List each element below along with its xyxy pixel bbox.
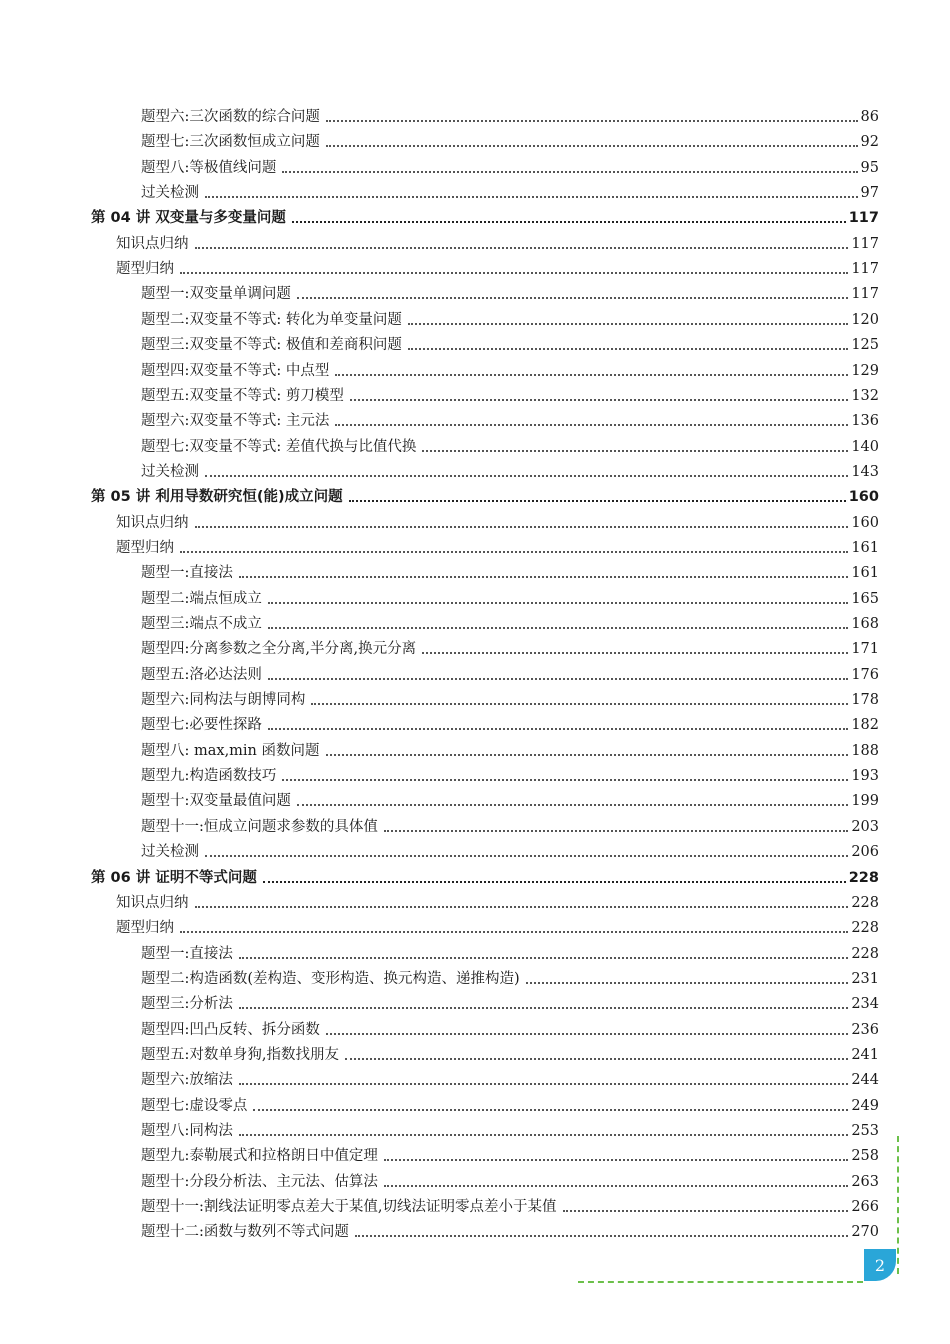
toc-entry-page: 117	[851, 261, 879, 278]
toc-entry-page: 117	[851, 235, 879, 252]
toc-entry-page: 193	[851, 768, 879, 785]
toc-entry-label: 题型七:虚设零点	[141, 1097, 248, 1114]
toc-entry-page: 236	[851, 1021, 879, 1038]
toc-entry-page: 199	[851, 793, 879, 810]
toc-entry-page: 203	[851, 818, 879, 835]
toc-entry[interactable]	[141, 562, 879, 584]
toc-entry-label: 题型归纳	[116, 920, 174, 937]
dot-leader	[355, 1235, 848, 1237]
toc-entry[interactable]	[141, 943, 879, 965]
dot-leader	[526, 982, 849, 984]
toc-entry-page: 92	[860, 134, 879, 151]
toc-entry-page: 129	[851, 362, 879, 379]
dot-leader	[239, 576, 848, 578]
toc-entry-page: 176	[851, 666, 879, 683]
toc-entry-page: 168	[851, 616, 879, 632]
dot-leader	[268, 728, 848, 730]
toc-entry-label: 题型归纳	[116, 261, 174, 278]
toc-entry-label: 题型四:双变量不等式: 中点型	[141, 362, 330, 379]
dot-leader	[239, 1083, 848, 1085]
toc-chapter-entry[interactable]	[91, 486, 879, 508]
toc-entry-label: 题型十二:函数与数列不等式问题	[141, 1224, 349, 1241]
dot-leader	[408, 348, 848, 350]
toc-entry-label: 知识点归纳	[116, 235, 189, 252]
dot-leader	[326, 1033, 848, 1035]
toc-entry[interactable]	[141, 385, 879, 407]
toc-entry-label: 题型七:三次函数恒成立问题	[141, 134, 320, 151]
toc-entry[interactable]	[141, 714, 879, 736]
dot-leader	[205, 475, 848, 477]
toc-entry-label: 题型三:双变量不等式: 极值和差商积问题	[141, 337, 402, 354]
toc-entry-page: 171	[851, 641, 879, 658]
dot-leader	[180, 931, 848, 933]
toc-entry-label: 题型一:直接法	[141, 945, 233, 962]
toc-entry-page: 258	[851, 1148, 879, 1165]
toc-entry[interactable]	[141, 461, 879, 483]
toc-entry-page: 234	[851, 996, 879, 1013]
dashed-border-vertical	[897, 1136, 899, 1274]
toc-entry[interactable]	[141, 1145, 879, 1167]
toc-entry-page: 266	[851, 1199, 879, 1216]
toc-entry[interactable]	[141, 1171, 879, 1193]
page-number-badge	[864, 1249, 896, 1281]
toc-section-entry[interactable]	[116, 512, 879, 534]
toc-entry-page: 182	[851, 717, 879, 734]
toc-entry-page: 178	[851, 692, 879, 709]
toc-entry-page: 95	[860, 159, 879, 176]
dot-leader	[326, 145, 858, 147]
dot-leader	[268, 627, 848, 629]
toc-entry-page: 270	[851, 1224, 879, 1241]
dot-leader	[350, 399, 848, 401]
dot-leader	[205, 855, 848, 857]
toc-entry[interactable]	[141, 638, 879, 660]
toc-entry-label: 题型一:直接法	[141, 565, 233, 582]
toc-entry-page: 97	[860, 185, 879, 202]
dot-leader	[563, 1210, 849, 1212]
toc-entry-label: 第 06 讲 证明不等式问题	[91, 869, 257, 886]
dot-leader	[180, 551, 848, 553]
toc-entry[interactable]	[141, 790, 879, 812]
toc-entry[interactable]	[141, 1221, 879, 1243]
toc-entry-page: 228	[851, 894, 879, 911]
dot-leader	[205, 196, 858, 198]
toc-entry-label: 题型六:放缩法	[141, 1072, 233, 1089]
toc-entry[interactable]	[141, 334, 879, 356]
toc-entry-label: 题型八:等极值线问题	[141, 159, 277, 176]
toc-entry-label: 题型六:三次函数的综合问题	[141, 109, 320, 125]
toc-entry-page: 86	[860, 109, 879, 125]
toc-entry[interactable]	[141, 1019, 879, 1041]
toc-entry[interactable]	[141, 1069, 879, 1091]
toc-entry[interactable]	[141, 1196, 879, 1218]
toc-entry[interactable]	[141, 1095, 879, 1117]
dot-leader	[349, 500, 846, 502]
toc-entry-page: 120	[851, 311, 879, 328]
dashed-border-horizontal	[578, 1281, 863, 1283]
dot-leader	[384, 830, 848, 832]
toc-entry-page: 241	[851, 1046, 879, 1063]
toc-chapter-entry[interactable]	[91, 867, 879, 889]
toc-entry[interactable]	[141, 1044, 879, 1066]
toc-entry-page: 253	[851, 1123, 879, 1139]
toc-entry-label: 过关检测	[141, 844, 199, 861]
toc-entry-page: 132	[851, 387, 879, 404]
toc-entry-label: 题型八:同构法	[141, 1123, 233, 1139]
toc-entry[interactable]	[141, 436, 879, 458]
toc-entry[interactable]	[141, 613, 879, 635]
toc-entry-label: 题型九:泰勒展式和拉格朗日中值定理	[141, 1148, 378, 1165]
toc-entry[interactable]	[141, 157, 879, 179]
dot-leader	[195, 247, 849, 249]
toc-entry-page: 140	[851, 438, 879, 455]
toc-entry-label: 题型二:双变量不等式: 转化为单变量问题	[141, 311, 402, 328]
toc-entry-page: 228	[848, 869, 879, 886]
dot-leader	[297, 297, 848, 299]
dot-leader	[422, 450, 848, 452]
toc-entry-page: 160	[848, 489, 879, 506]
toc-entry-label: 题型三:分析法	[141, 996, 233, 1013]
toc-chapter-entry[interactable]	[91, 207, 879, 229]
dot-leader	[239, 1007, 848, 1009]
toc-entry[interactable]	[141, 410, 879, 432]
dot-leader	[292, 221, 846, 223]
toc-entry-label: 知识点归纳	[116, 894, 189, 911]
dot-leader	[384, 1159, 848, 1161]
toc-entry-page: 231	[851, 970, 879, 987]
toc-entry[interactable]	[141, 664, 879, 686]
toc-entry[interactable]	[141, 1120, 879, 1142]
toc-entry-label: 题型十一:割线法证明零点差大于某值,切线法证明零点差小于某值	[141, 1199, 557, 1216]
dot-leader	[408, 323, 848, 325]
toc-entry-label: 题型八: max,min 函数问题	[141, 742, 320, 759]
toc-entry-label: 第 04 讲 双变量与多变量问题	[91, 210, 286, 227]
toc-entry-page: 160	[851, 514, 879, 531]
toc-entry-label: 题型十:分段分析法、主元法、估算法	[141, 1173, 378, 1190]
toc-entry-page: 228	[851, 945, 879, 962]
toc-entry-page: 244	[851, 1072, 879, 1089]
toc-section-entry[interactable]	[116, 537, 879, 559]
toc-entry[interactable]	[141, 309, 879, 331]
toc-entry-label: 题型五:洛必达法则	[141, 666, 262, 683]
toc-entry-label: 题型七:双变量不等式: 差值代换与比值代换	[141, 438, 417, 455]
toc-entry-label: 题型二:构造函数(差构造、变形构造、换元构造、递推构造)	[141, 970, 520, 987]
toc-entry[interactable]	[141, 182, 879, 204]
toc-entry[interactable]	[141, 360, 879, 382]
toc-entry[interactable]	[141, 106, 879, 128]
dot-leader	[263, 881, 846, 883]
toc-entry-label: 知识点归纳	[116, 514, 189, 531]
toc-entry-label: 题型一:双变量单调问题	[141, 286, 291, 303]
toc-entry-label: 题型九:构造函数技巧	[141, 768, 277, 785]
toc-entry[interactable]	[141, 816, 879, 838]
toc-entry-page: 249	[851, 1097, 879, 1114]
page-number: 2	[874, 1255, 886, 1275]
toc-entry-page: 125	[851, 337, 879, 354]
toc-entry[interactable]	[141, 283, 879, 305]
dot-leader	[195, 526, 849, 528]
toc-section-entry[interactable]	[116, 917, 879, 939]
dot-leader	[282, 171, 857, 173]
toc-entry[interactable]	[141, 740, 879, 762]
toc-entry-label: 题型四:凹凸反转、拆分函数	[141, 1021, 320, 1038]
toc-entry-page: 117	[851, 286, 879, 303]
dot-leader	[195, 906, 849, 908]
toc-entry-label: 题型六:同构法与朗博同构	[141, 692, 306, 709]
toc-entry-label: 题型五:对数单身狗,指数找朋友	[141, 1046, 339, 1063]
toc-entry-label: 题型七:必要性探路	[141, 717, 262, 734]
toc-entry-label: 题型十一:恒成立问题求参数的具体值	[141, 818, 378, 835]
dot-leader	[239, 957, 848, 959]
toc-section-entry[interactable]	[116, 892, 879, 914]
toc-entry-label: 过关检测	[141, 185, 199, 202]
toc-entry[interactable]	[141, 588, 879, 610]
dot-leader	[268, 602, 848, 604]
toc-entry[interactable]	[141, 689, 879, 711]
toc-entry-label: 题型二:端点恒成立	[141, 590, 262, 607]
toc-section-entry[interactable]	[116, 233, 879, 255]
dot-leader	[253, 1109, 848, 1111]
toc-section-entry[interactable]	[116, 258, 879, 280]
toc-entry[interactable]	[141, 968, 879, 990]
toc-entry-page: 136	[851, 413, 879, 430]
dot-leader	[345, 1058, 848, 1060]
dot-leader	[180, 272, 848, 274]
dot-leader	[268, 678, 848, 680]
toc-entry[interactable]	[141, 765, 879, 787]
toc-entry-page: 206	[851, 844, 879, 861]
dot-leader	[326, 120, 858, 122]
toc-entry-label: 过关检测	[141, 463, 199, 480]
toc-entry-label: 题型三:端点不成立	[141, 616, 262, 632]
toc-entry-label: 题型归纳	[116, 539, 174, 556]
toc-entry-label: 第 05 讲 利用导数研究恒(能)成立问题	[91, 489, 343, 506]
toc-entry-label: 题型六:双变量不等式: 主元法	[141, 413, 330, 430]
toc-entry[interactable]	[141, 841, 879, 863]
toc-entry-page: 263	[851, 1173, 879, 1190]
dot-leader	[326, 754, 849, 756]
toc-entry-page: 161	[851, 539, 879, 556]
toc-entry-label: 题型五:双变量不等式: 剪刀模型	[141, 387, 344, 404]
dot-leader	[297, 804, 848, 806]
toc-entry-page: 117	[848, 210, 879, 227]
dot-leader	[335, 424, 848, 426]
toc-entry-page: 188	[851, 742, 879, 759]
dot-leader	[282, 779, 848, 781]
dot-leader	[311, 703, 848, 705]
toc-entry[interactable]	[141, 993, 879, 1015]
dot-leader	[335, 374, 848, 376]
toc-entry-page: 228	[851, 920, 879, 937]
dot-leader	[239, 1134, 848, 1136]
toc-entry-label: 题型四:分离参数之全分离,半分离,换元分离	[141, 641, 417, 658]
dot-leader	[422, 652, 848, 654]
toc-entry[interactable]	[141, 131, 879, 153]
dot-leader	[384, 1185, 848, 1187]
toc-entry-page: 165	[851, 590, 879, 607]
toc-entry-label: 题型十:双变量最值问题	[141, 793, 291, 810]
toc-entry-page: 161	[851, 565, 879, 582]
toc-entry-page: 143	[851, 463, 879, 480]
